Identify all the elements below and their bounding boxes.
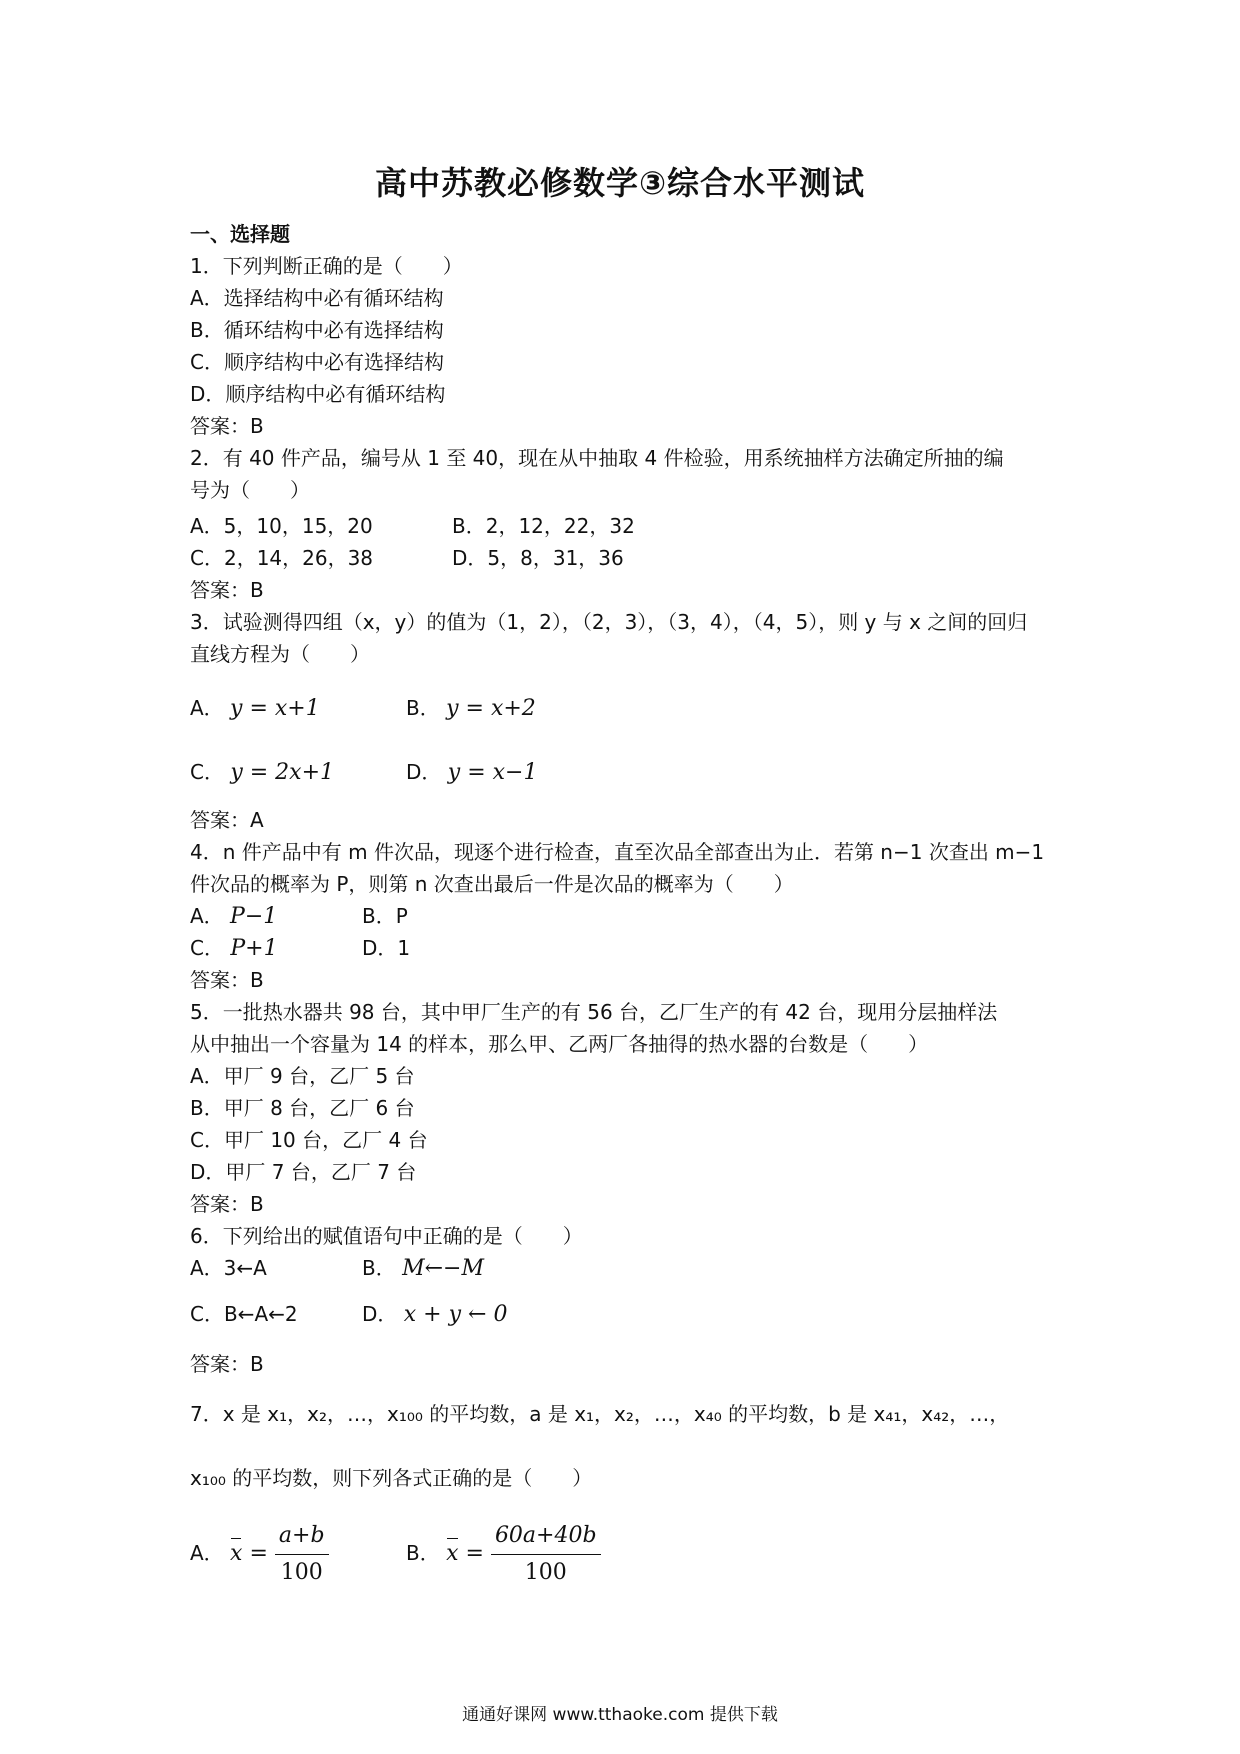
q6-option-b: [362, 1256, 484, 1281]
q3-option-d-label: D．: [406, 760, 442, 784]
q5-option-b: B．甲厂 8 台，乙厂 6 台: [190, 1096, 415, 1120]
q7-option-b-eq: =: [458, 1541, 491, 1566]
q1-option-a: A．选择结构中必有循环结构: [190, 286, 444, 310]
q7-stem-line1: 7．x 是 x₁，x₂，…，x₁₀₀ 的平均数，a 是 x₁，x₂，…，x₄₀ 的平均数，b 是 x₄₁，x₄₂，…，: [190, 1402, 1010, 1426]
q1-stem: 1．下列判断正确的是（ ）: [190, 254, 463, 278]
q2-option-d: D．5，8，31，36: [452, 546, 624, 570]
q4-option-d: D．1: [362, 936, 411, 960]
q6-option-d-expr: x + y ← 0: [403, 1302, 508, 1327]
q4-option-a-label: A．: [190, 904, 224, 928]
q4-stem-line2: 件次品的概率为 P，则第 n 次查出最后一件是次品的概率为（ ）: [190, 872, 794, 896]
q6-option-c: C．B←A←2: [190, 1302, 298, 1326]
q3-stem-line1: 3．试验测得四组（x，y）的值为（1，2），（2，3），（3，4），（4，5），则 y 与 x 之间的回归: [190, 610, 1028, 634]
q4-option-c-label: C．: [190, 936, 224, 960]
q3-option-c: [190, 760, 334, 785]
q7-option-a-var: x: [230, 1536, 242, 1572]
q7-option-a-fraction: [275, 1518, 329, 1591]
q7-option-a-eq: =: [242, 1541, 275, 1566]
q6-option-d: [362, 1302, 507, 1327]
q4-answer: 答案：B: [190, 968, 264, 992]
q1-answer: 答案：B: [190, 414, 264, 438]
document-title: 高中苏教必修数学③综合水平测试: [374, 164, 866, 202]
q6-option-a: A．3←A: [190, 1256, 267, 1280]
q3-option-a: [190, 696, 320, 721]
q5-answer: 答案：B: [190, 1192, 264, 1216]
q1-option-d: D．顺序结构中必有循环结构: [190, 382, 446, 406]
q6-option-b-label: B．: [362, 1256, 396, 1280]
q7-option-b-var: x: [446, 1536, 458, 1572]
q2-option-b: B．2，12，22，32: [452, 514, 635, 538]
q1-option-b: B．循环结构中必有选择结构: [190, 318, 444, 342]
q7-option-b-denominator: 100: [524, 1560, 567, 1585]
q7-option-b-numerator: 60a+40b: [491, 1518, 601, 1555]
q5-stem-line1: 5．一批热水器共 98 台，其中甲厂生产的有 56 台，乙厂生产的有 42 台，现用分层抽样法: [190, 1000, 998, 1024]
q5-stem-line2: 从中抽出一个容量为 14 的样本，那么甲、乙两厂各抽得的热水器的台数是（ ）: [190, 1032, 929, 1056]
section-heading: 一、选择题: [190, 222, 290, 246]
q3-answer: 答案：A: [190, 808, 264, 832]
q7-option-b-fraction: [491, 1518, 601, 1591]
q7-option-b-label: B．: [406, 1541, 440, 1565]
q3-option-b-label: B．: [406, 696, 440, 720]
q2-stem-line1: 2．有 40 件产品，编号从 1 至 40，现在从中抽取 4 件检验，用系统抽样方法确定所抽的编: [190, 446, 1004, 470]
q2-option-a: A．5，10，15，20: [190, 514, 373, 538]
q4-stem-line1: 4．n 件产品中有 m 件次品，现逐个进行检查，直至次品全部查出为止．若第 n−1 次查出 m−1: [190, 840, 1045, 864]
q6-option-d-label: D．: [362, 1302, 398, 1326]
q4-option-a-expr: P−1: [230, 904, 278, 929]
q3-option-c-expr: y = 2x+1: [230, 760, 335, 785]
q3-option-b-expr: y = x+2: [446, 696, 536, 721]
q7-option-a-numerator: a+b: [275, 1518, 329, 1555]
q6-option-b-expr: M←−M: [402, 1256, 485, 1281]
q5-option-a: A．甲厂 9 台，乙厂 5 台: [190, 1064, 415, 1088]
q4-option-b: B．P: [362, 904, 408, 928]
q7-option-b: [406, 1518, 601, 1591]
q7-option-a-label: A．: [190, 1541, 224, 1565]
q7-option-a: [190, 1518, 329, 1591]
q3-option-c-label: C．: [190, 760, 224, 784]
q4-option-a: [190, 904, 277, 929]
q4-option-c: [190, 936, 278, 961]
q1-option-c: C．顺序结构中必有选择结构: [190, 350, 444, 374]
q5-option-c: C．甲厂 10 台，乙厂 4 台: [190, 1128, 428, 1152]
q3-option-b: [406, 696, 536, 721]
q5-option-d: D．甲厂 7 台，乙厂 7 台: [190, 1160, 417, 1184]
q2-stem-line2: 号为（ ）: [190, 478, 310, 502]
q2-option-c: C．2，14，26，38: [190, 546, 374, 570]
q3-option-a-expr: y = x+1: [230, 696, 320, 721]
q6-answer: 答案：B: [190, 1352, 264, 1376]
q7-stem-line2: x₁₀₀ 的平均数，则下列各式正确的是（ ）: [190, 1466, 593, 1490]
q3-option-d-expr: y = x−1: [447, 760, 538, 785]
q3-option-a-label: A．: [190, 696, 224, 720]
q7-option-a-denominator: 100: [280, 1560, 323, 1585]
page-footer: 通通好课网 www.tthaoke.com 提供下载: [462, 1705, 778, 1725]
q3-stem-line2: 直线方程为（ ）: [190, 642, 370, 666]
q2-answer: 答案：B: [190, 578, 264, 602]
q6-stem: 6．下列给出的赋值语句中正确的是（ ）: [190, 1224, 583, 1248]
q3-option-d: [406, 760, 537, 785]
q4-option-c-expr: P+1: [230, 936, 278, 961]
